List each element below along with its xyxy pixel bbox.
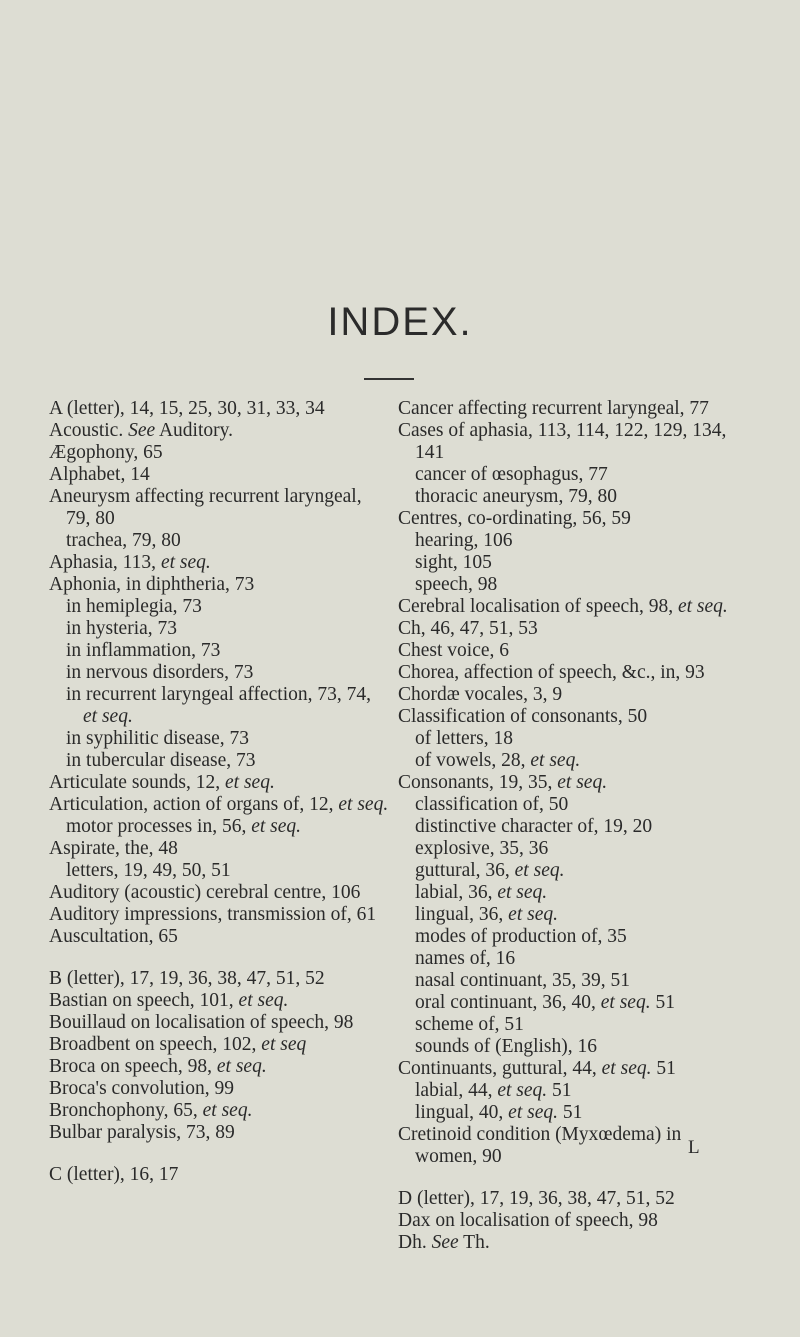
- entry-text: Chorea, affection of speech, &c., in, 93: [398, 662, 705, 683]
- entry-text: cancer of œsophagus, 77: [415, 464, 608, 485]
- entry-italic: et seq.: [557, 772, 608, 793]
- signature-mark: L: [688, 1137, 700, 1158]
- entry-italic: et seq.: [600, 992, 651, 1013]
- section-gap: [49, 948, 389, 968]
- entry-text: Cases of aphasia, 113, 114, 122, 129, 134, 141: [398, 420, 727, 463]
- index-subentry: [398, 794, 748, 816]
- index-subentry: [49, 816, 389, 838]
- entry-text: A (letter), 14, 15, 25, 30, 31, 33, 34: [49, 398, 325, 419]
- entry-italic: et seq.: [338, 794, 389, 815]
- index-subentry: [49, 618, 389, 640]
- index-subentry: [398, 838, 748, 860]
- entry-italic: et seq.: [497, 1080, 548, 1101]
- entry-text: Broca on speech, 98,: [49, 1056, 217, 1077]
- entry-text: B (letter), 17, 19, 36, 38, 47, 51, 52: [49, 968, 325, 989]
- entry-text: C (letter), 16, 17: [49, 1164, 179, 1185]
- index-subentry: [398, 750, 748, 772]
- entry-text: Aspirate, the, 48: [49, 838, 178, 859]
- entry-text: Bronchophony, 65,: [49, 1100, 203, 1121]
- entry-text: speech, 98: [415, 574, 498, 595]
- entry-text: Auditory impressions, transmission of, 61: [49, 904, 377, 925]
- index-entry: [398, 1210, 748, 1232]
- entry-after: 51: [547, 1080, 572, 1101]
- index-subentry: [398, 992, 748, 1014]
- entry-text: oral continuant, 36, 40,: [415, 992, 601, 1013]
- entry-italic: See: [426, 1232, 459, 1253]
- index-entry: [49, 926, 389, 948]
- title-rule: [364, 378, 414, 380]
- section-gap: [49, 1144, 389, 1164]
- index-subentry: [398, 552, 748, 574]
- entry-text: labial, 36,: [415, 882, 498, 903]
- entry-text: Aphasia, 113,: [49, 552, 161, 573]
- page-title: INDEX.: [327, 300, 473, 344]
- index-subentry: [398, 574, 748, 596]
- index-entry: [49, 442, 389, 464]
- index-subentry: [398, 530, 748, 552]
- index-subentry: [398, 816, 748, 838]
- entry-text: in recurrent laryngeal affection, 73, 74,: [66, 684, 372, 705]
- entry-italic: et seq.: [216, 1056, 267, 1077]
- entry-text: Continuants, guttural, 44,: [398, 1058, 602, 1079]
- index-entry: [49, 904, 389, 926]
- index-subentry: [398, 904, 748, 926]
- index-entry: [49, 1164, 389, 1186]
- entry-italic: et seq.: [251, 816, 302, 837]
- entry-text: in nervous disorders, 73: [66, 662, 254, 683]
- entry-italic: et seq.: [508, 1102, 558, 1123]
- entry-text: Auditory (acoustic) cerebral centre, 106: [49, 882, 361, 903]
- entry-text: Bouillaud on localisation of speech, 98: [49, 1012, 354, 1033]
- entry-italic: et seq.: [202, 1100, 253, 1121]
- entry-italic: et seq.: [225, 772, 275, 793]
- entry-text: Bulbar paralysis, 73, 89: [49, 1122, 235, 1143]
- entry-text: labial, 44,: [415, 1080, 498, 1101]
- entry-text: classification of, 50: [415, 794, 569, 815]
- entry-text: sight, 105: [415, 552, 492, 573]
- index-subentry: [398, 1014, 748, 1036]
- entry-text: Broca's convolution, 99: [49, 1078, 234, 1099]
- index-subentry: [398, 882, 748, 904]
- index-entry: [398, 772, 748, 794]
- index-entry: [49, 968, 389, 990]
- entry-text: Aneurysm affecting recurrent laryngeal, 79, 80: [49, 486, 362, 529]
- entry-italic: et seq.: [514, 860, 565, 881]
- entry-text: Bastian on speech, 101,: [49, 990, 239, 1011]
- entry-text: guttural, 36,: [415, 860, 515, 881]
- entry-text: Cretinoid condition (Myxœdema) in women, 90: [398, 1124, 682, 1167]
- index-entry: [49, 794, 389, 816]
- index-subentry: [398, 1080, 748, 1102]
- entry-italic: et seq.: [508, 904, 558, 925]
- index-entry: [49, 1012, 389, 1034]
- entry-text: Acoustic.: [49, 420, 124, 441]
- index-entry: [398, 508, 748, 530]
- entry-text: trachea, 79, 80: [66, 530, 181, 551]
- entry-text: Articulate sounds, 12,: [49, 772, 226, 793]
- index-subentry: [49, 684, 389, 728]
- entry-text: Aphonia, in diphtheria, 73: [49, 574, 255, 595]
- entry-text: of letters, 18: [415, 728, 514, 749]
- entry-text: names of, 16: [415, 948, 516, 969]
- index-subentry: [398, 970, 748, 992]
- entry-text: lingual, 36,: [415, 904, 509, 925]
- index-entry: [49, 990, 389, 1012]
- entry-text: explosive, 35, 36: [415, 838, 549, 859]
- entry-text: thoracic aneurysm, 79, 80: [415, 486, 617, 507]
- index-entry: [49, 1122, 389, 1144]
- entry-text: lingual, 40,: [415, 1102, 509, 1123]
- entry-italic: et seq.: [530, 750, 581, 771]
- entry-text: in hysteria, 73: [66, 618, 178, 639]
- index-entry: [49, 486, 389, 530]
- index-subentry: [398, 860, 748, 882]
- entry-italic: et seq.: [601, 1058, 652, 1079]
- index-subentry: [398, 1036, 748, 1058]
- index-subentry: [49, 596, 389, 618]
- entry-text: hearing, 106: [415, 530, 513, 551]
- entry-text: in tubercular disease, 73: [66, 750, 256, 771]
- index-entry: [398, 662, 748, 684]
- index-subentry: [398, 948, 748, 970]
- index-entry: [398, 1188, 748, 1210]
- index-entry: [49, 838, 389, 860]
- entry-after: 51: [558, 1102, 583, 1123]
- entry-after: Auditory.: [155, 420, 233, 441]
- entry-text: in syphilitic disease, 73: [66, 728, 250, 749]
- index-subentry: [49, 728, 389, 750]
- index-column-left: [49, 398, 389, 1186]
- entry-text: distinctive character of, 19, 20: [415, 816, 653, 837]
- index-subentry: [49, 662, 389, 684]
- entry-text: modes of production of, 35: [415, 926, 627, 947]
- index-entry: [398, 596, 748, 618]
- index-entry: [49, 398, 389, 420]
- entry-text: Broadbent on speech, 102,: [49, 1034, 262, 1055]
- entry-text: letters, 19, 49, 50, 51: [66, 860, 231, 881]
- entry-italic: et seq.: [160, 552, 211, 573]
- index-entry: [49, 552, 389, 574]
- index-subentry: [398, 464, 748, 486]
- entry-text: sounds of (English), 16: [415, 1036, 597, 1057]
- entry-italic: et seq.: [238, 990, 289, 1011]
- entry-text: Dh.: [398, 1232, 427, 1253]
- entry-text: Classification of consonants, 50: [398, 706, 648, 727]
- entry-text: Cerebral localisation of speech, 98,: [398, 596, 678, 617]
- index-subentry: [49, 530, 389, 552]
- index-subentry: [398, 728, 748, 750]
- index-entry: [49, 882, 389, 904]
- index-entry: [49, 772, 389, 794]
- entry-italic: et seq.: [83, 706, 133, 727]
- index-entry: [49, 574, 389, 596]
- index-entry: [398, 618, 748, 640]
- index-entry: [398, 684, 748, 706]
- index-subentry: [49, 860, 389, 882]
- index-entry: [398, 398, 748, 420]
- index-entry: [398, 1232, 748, 1254]
- entry-text: nasal continuant, 35, 39, 51: [415, 970, 631, 991]
- entry-text: Cancer affecting recurrent laryngeal, 77: [398, 398, 709, 419]
- entry-after: 51: [650, 992, 675, 1013]
- entry-text: Auscultation, 65: [49, 926, 178, 947]
- index-subentry: [49, 640, 389, 662]
- index-entry: [49, 420, 389, 442]
- entry-italic: See: [123, 420, 156, 441]
- index-entry: [49, 1100, 389, 1122]
- index-subentry: [398, 1102, 748, 1124]
- section-gap: [398, 1168, 748, 1188]
- entry-after: 51: [651, 1058, 676, 1079]
- entry-text: D (letter), 17, 19, 36, 38, 47, 51, 52: [398, 1188, 675, 1209]
- entry-text: Centres, co-ordinating, 56, 59: [398, 508, 631, 529]
- entry-text: Consonants, 19, 35,: [398, 772, 558, 793]
- index-entry: [49, 1078, 389, 1100]
- index-entry: [398, 706, 748, 728]
- entry-text: Chordæ vocales, 3, 9: [398, 684, 563, 705]
- index-entry: [398, 1058, 748, 1080]
- entry-text: Chest voice, 6: [398, 640, 510, 661]
- entry-text: in inflammation, 73: [66, 640, 221, 661]
- index-entry: [398, 420, 748, 464]
- entry-text: Ch, 46, 47, 51, 53: [398, 618, 538, 639]
- index-entry: [49, 1056, 389, 1078]
- index-subentry: [398, 926, 748, 948]
- index-entry: [49, 464, 389, 486]
- entry-text: in hemiplegia, 73: [66, 596, 202, 617]
- entry-italic: et seq.: [497, 882, 548, 903]
- entry-text: of vowels, 28,: [415, 750, 531, 771]
- index-entry: [49, 1034, 389, 1056]
- entry-text: motor processes in, 56,: [66, 816, 252, 837]
- entry-text: Articulation, action of organs of, 12,: [49, 794, 339, 815]
- entry-text: scheme of, 51: [415, 1014, 524, 1035]
- entry-text: Ægophony, 65: [49, 442, 163, 463]
- entry-italic: et seq.: [677, 596, 728, 617]
- index-entry: [398, 640, 748, 662]
- index-column-right: [398, 398, 748, 1254]
- index-subentry: [49, 750, 389, 772]
- entry-after: Th.: [458, 1232, 490, 1253]
- index-subentry: [398, 486, 748, 508]
- entry-text: Dax on localisation of speech, 98: [398, 1210, 658, 1231]
- entry-text: Alphabet, 14: [49, 464, 150, 485]
- entry-italic: et seq: [261, 1034, 307, 1055]
